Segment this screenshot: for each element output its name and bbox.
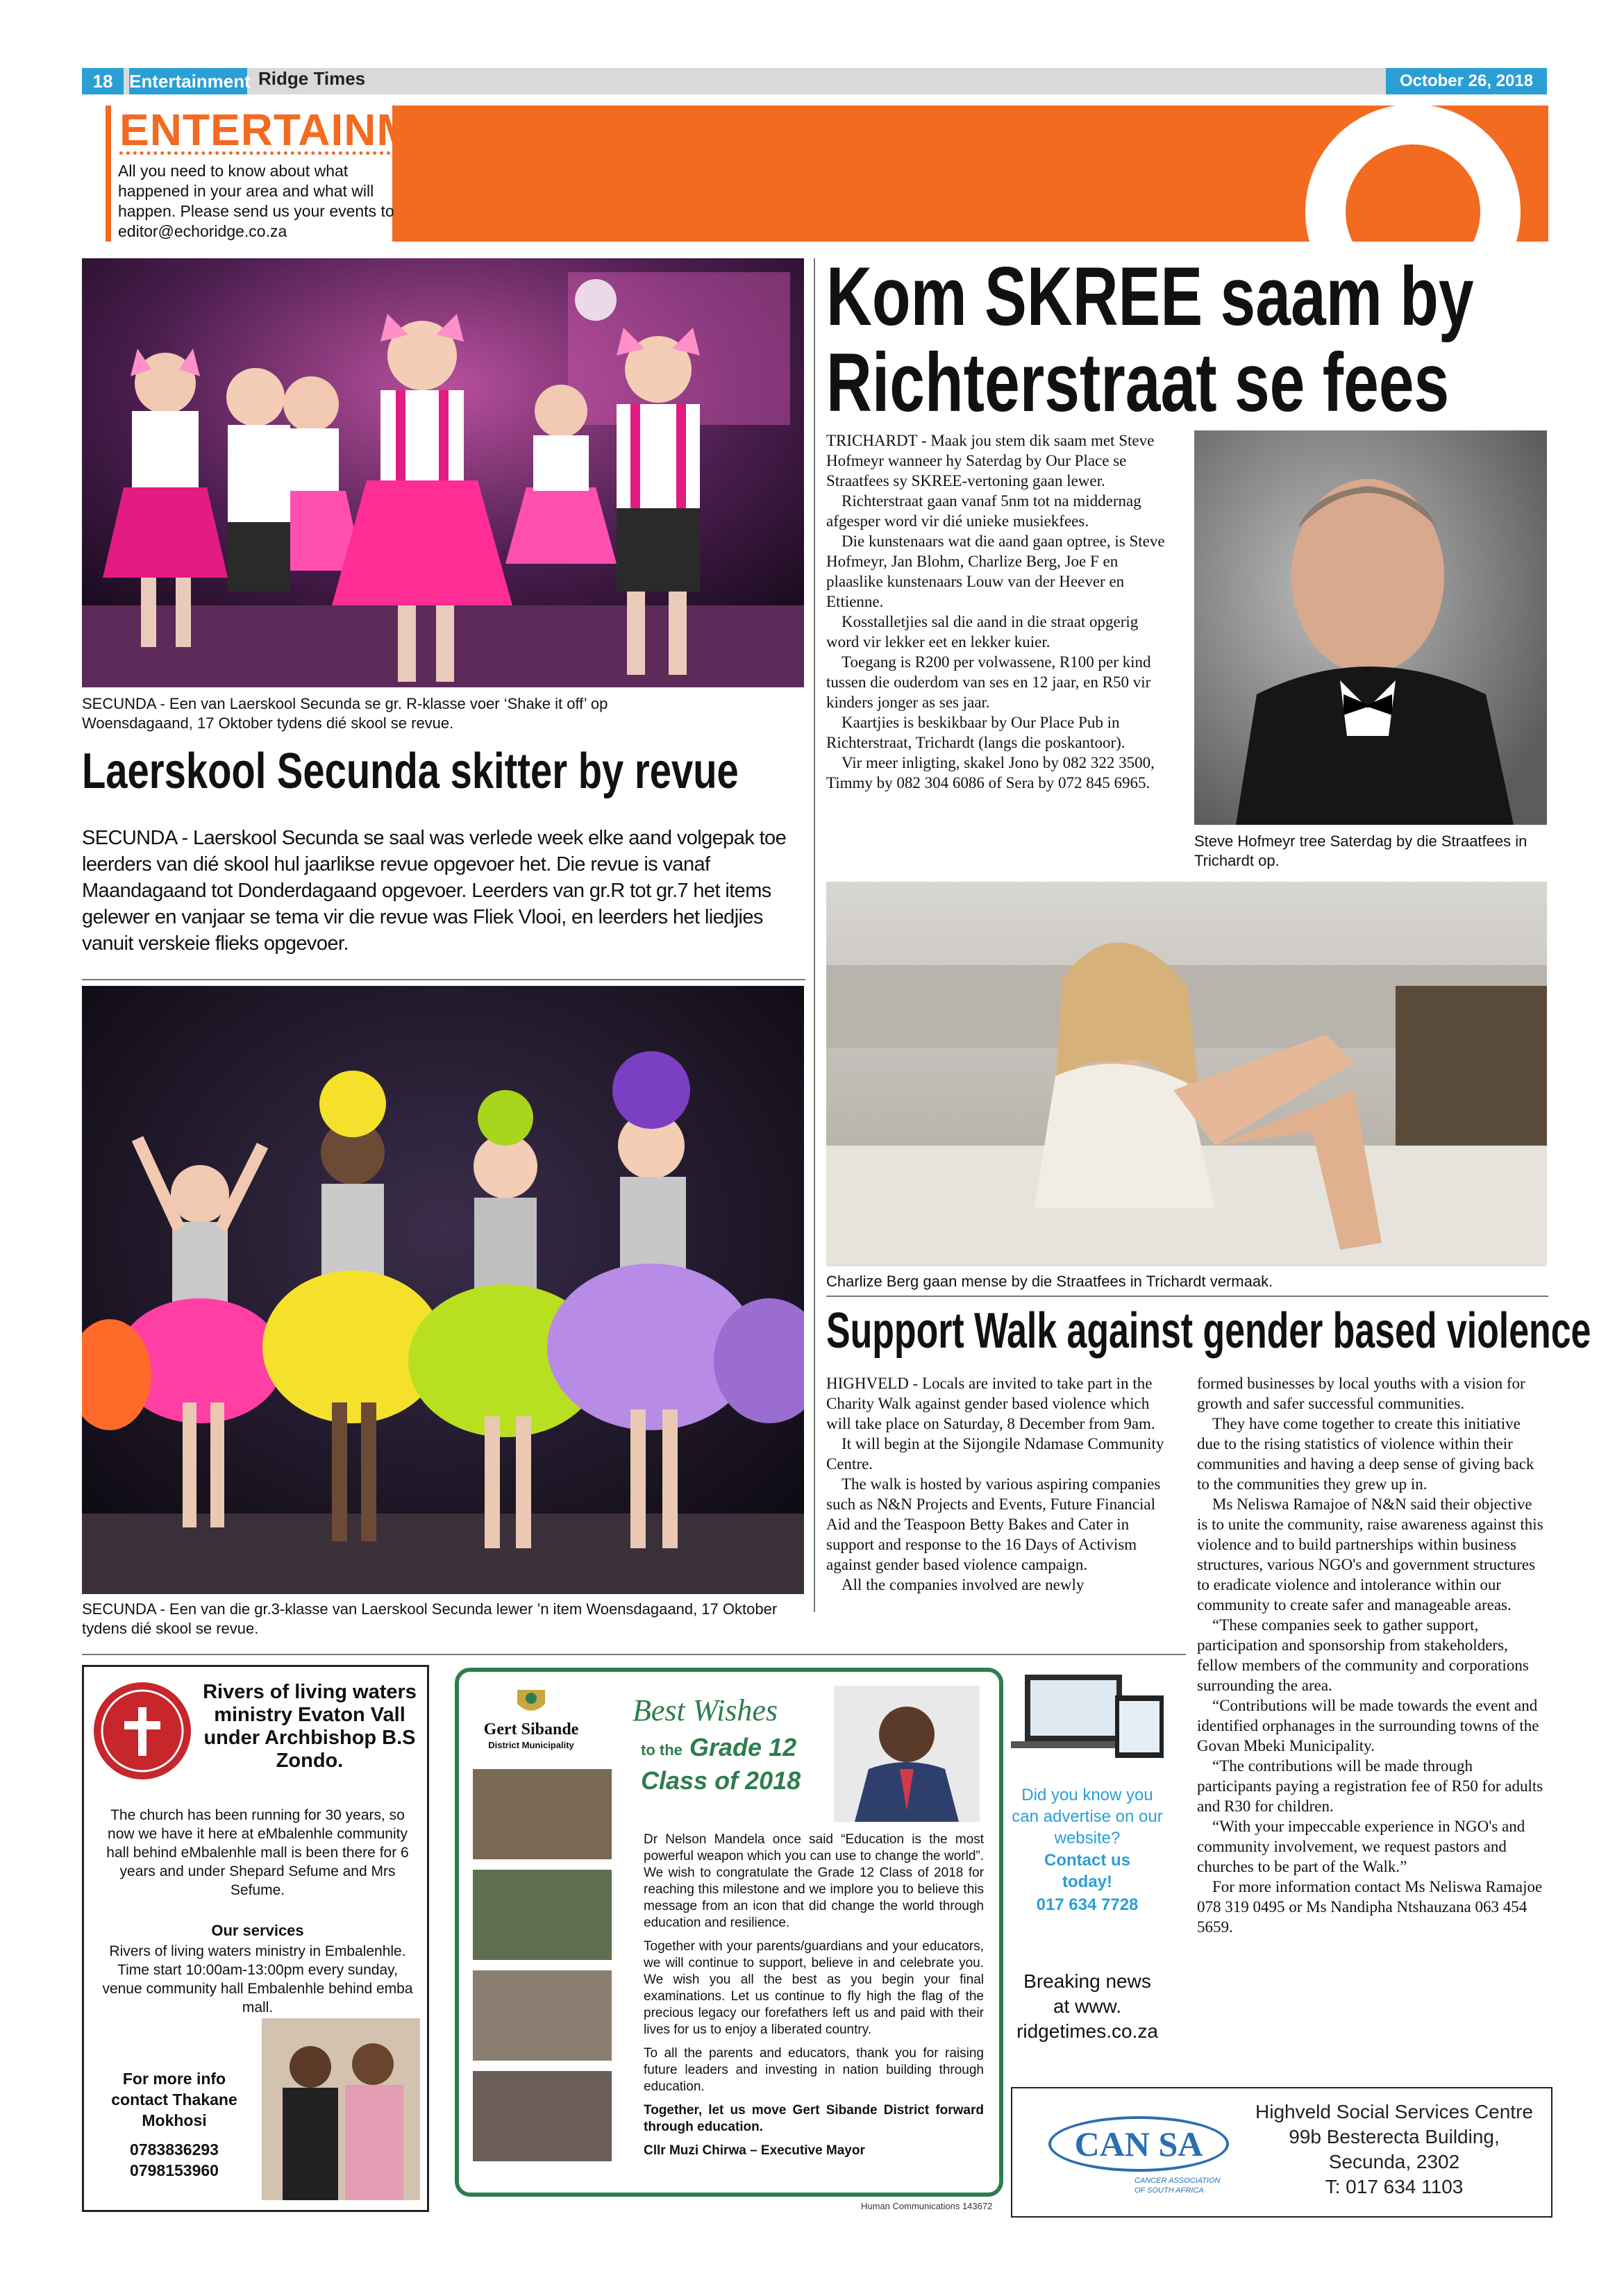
walk-col2 (1197, 1373, 1544, 1937)
revue-photo-grade-r (82, 258, 804, 687)
gert-paragraph: Together with your parents/guardians and your educators, we will continue to support, believe in and celebrate you. We wish you all the best as you begin your final examinations. Let us continue to fly high the flag of the precious legacy our forefathers left us and paid with their lives for us to enjoy a liberated country. (644, 1939, 984, 2037)
advertise-phone: 017 634 7728 (1036, 1895, 1139, 1914)
ministry-contact: For more info contact Thakane Mokhosi (111, 2070, 237, 2129)
devices-illustration (1011, 1668, 1164, 1772)
issue-date: October 26, 2018 (1386, 68, 1547, 94)
school-photos (473, 1769, 612, 2186)
walk-paragraph: They have come together to create this initiative due to the rising statistics of violence within their communities and having a deep sense of giving back to the communities they grew up in. (1197, 1415, 1534, 1493)
skree-paragraph: Die kunstenaars wat die aand gaan optree, is Steve Hofmeyr, Jan Blohm, Charlize Berg, Joe F en plaaslike kunstenaars Louw van der Heever en Ettienne. (826, 533, 1165, 610)
skree-paragraph: Kaartjies is beskikbaar by Our Place Pub in Richterstraat, Trichardt (langs die poskantoor). (826, 714, 1125, 751)
walk-headline: Support Walk against gender based violence (826, 1303, 1591, 1359)
walk-paragraph: For more information contact Ms Neliswa Ramajoe 078 319 0495 or Ms Nandipha Ntshauzana 063 454 5659. (1197, 1878, 1543, 1936)
ministry-text2: Rivers of living waters ministry in Embalenhle. Time start 10:00am-13:00pm every sunday, venue community hall Embalenhle behind emba mall. (102, 1943, 413, 2016)
revue-photo-grade-3 (82, 986, 804, 1594)
ministry-text1: The church has been running for 30 years, so now we have it here at eMbalenhle community hall behind eMbalenhle mall is been there for 6 years and under Shepard Sefume and Mrs Sefume. (106, 1807, 409, 1898)
walk-paragraph: The walk is hosted by various aspiring companies such as N&N Projects and Events, Future Financial Aid and the Teaspoon Betty Bakes and Cater in support and response to the 16 Days of Activism against gender based violence campaign. (826, 1475, 1161, 1573)
skree-paragraph: Kosstalletjies sal die aand in die straat opgerig word vir lekker eet en lekker kuier. (826, 613, 1139, 651)
revue-headline: Laerskool Secunda skitter by revue (82, 744, 739, 799)
cansa-line2: 99b Besterecta Building, (1289, 2126, 1500, 2147)
cansa-logo-text: CAN SA (1074, 2125, 1203, 2163)
revue-body: SECUNDA - Laerskool Secunda se saal was verlede week elke aand volgepak toe leerders van dié skool hul jaarlikse revue opgevoer het. Die revue is vanaf Maandagaand tot Donderdagaand opgevoer. Leerders van gr.R tot gr.7 het items gelewer en vanjaar se tema vir die revue was Fliek Vlooi, en leerders het liedjies vanuit verskeie flieks opgevoer. (82, 827, 787, 955)
walk-paragraph: “With your impeccable experience in NGO's and community involvement, we request pastors and churches to be part of the Walk.” (1197, 1818, 1525, 1875)
walk-paragraph: “Contributions will be made towards the event and identified orphanages in the surrounding towns of the Govan Mbeki Municipality. (1197, 1697, 1539, 1754)
gert-paragraph: Dr Nelson Mandela once said “Education is the most powerful weapon which you can use to change the world”. We wish to congratulate the Grade 12 Class of 2018 for reaching this milestone and we implore you to believe this message from an icon that did change the world through education and resilience. (644, 1832, 984, 1930)
gert-crest-icon (510, 1683, 552, 1718)
cansa-logo (1048, 2116, 1229, 2172)
walk-col1 (826, 1373, 1173, 1595)
walk-paragraph: Ms Neliswa Ramajoe of N&N said their objective is to unite the community, raise awareness against this violence and to build partnerships within business structures, various NGO's and government structures to eradicate violence and intolerance within our community to create safer and manageable areas. (1197, 1495, 1543, 1614)
walk-paragraph: formed businesses by local youths with a vision for growth and safer successful communities. (1197, 1375, 1525, 1412)
walk-paragraph: It will begin at the Sijongile Ndamase Community Centre. (826, 1435, 1164, 1473)
page-number: 18 (82, 68, 124, 94)
walk-paragraph: HIGHVELD - Locals are invited to take part in the Charity Walk against gender based violence which will take place on Saturday, 8 December from 9am. (826, 1375, 1155, 1432)
ministry-logo (94, 1682, 191, 1779)
gert-paragraph: To all the parents and educators, thank you for raising future leaders and investing in nation building through education. (644, 2046, 984, 2094)
walk-paragraph: “These companies seek to gather support, participation and sponsorship from stakeholders, fellow members of the community and corporations surrounding the area. (1197, 1616, 1529, 1694)
charlize-berg-photo (826, 882, 1547, 1266)
ministry-phone2: 0798153960 (130, 2161, 219, 2179)
gert-logo-name: Gert Sibande (483, 1720, 579, 1738)
section-tag: Entertainment (129, 68, 247, 94)
gert-signature: Cllr Muzi Chirwa – Executive Mayor (644, 2143, 865, 2158)
revue-photo1-caption: SECUNDA - Een van Laerskool Secunda se gr. R-klasse voer ‘Shake it off’ op Woensdagaand, 17 Oktober tydens dié skool se revue. (82, 695, 608, 732)
skree-paragraph: Vir meer inligting, skakel Jono by 082 322 3500, Timmy by 082 304 6086 of Sera by 072 845 6965. (826, 754, 1155, 791)
pastors-photo (262, 2018, 420, 2200)
steve-caption: Steve Hofmeyr tree Saterdag by die Straatfees in Trichardt op. (1194, 832, 1527, 869)
gert-paragraph: Together, let us move Gert Sibande District forward through education. (644, 2103, 984, 2134)
skree-headline-line1: Kom SKREE saam by (826, 250, 1474, 343)
mayor-photo (834, 1686, 980, 1822)
cansa-line4: T: 017 634 1103 (1325, 2176, 1464, 2197)
gert-text (644, 1832, 984, 2159)
rivers-ministry-ad (82, 1665, 429, 2212)
cansa-logo-sub: CANCER ASSOCIATION OF SOUTH AFRICA (1135, 2177, 1221, 2195)
skree-paragraph: Richterstraat gaan vanaf 5nm tot na middernag afgesper word vir dié unieke musiekfees. (826, 492, 1141, 530)
services-heading: Our services (211, 1922, 304, 1939)
skree-paragraph: TRICHARDT - Maak jou stem dik saam met Steve Hofmeyr wanneer hy Saterdag by Our Place se Straatfees sy SKREE-vertoning gaan lewer. (826, 432, 1155, 489)
cansa-line1: Highveld Social Services Centre (1255, 2101, 1533, 2122)
gert-logo-sub: District Municipality (488, 1740, 574, 1750)
banner-accent-bar (106, 106, 111, 242)
best-wishes: Best Wishes (633, 1693, 778, 1727)
title-dotted-rule (119, 151, 404, 155)
to-the: to the (641, 1741, 683, 1759)
ministry-title: Rivers of living waters ministry Evaton Vall under Archbishop B.S Zondo. (203, 1681, 417, 1772)
cansa-line3: Secunda, 2302 (1328, 2151, 1460, 2172)
steve-hofmeyr-photo (1194, 430, 1547, 825)
skree-headline-line2: Richterstraat se fees (826, 336, 1450, 429)
grade-12: Grade 12 (689, 1733, 797, 1761)
advertise-cta: Contact us today! (1044, 1851, 1130, 1891)
gert-sibande-ad (455, 1668, 1003, 2197)
ad-credit: Human Communications 143672 (861, 2201, 993, 2211)
revue-photo2-caption: SECUNDA - Een van die gr.3-klasse van Laerskool Secunda lewer ’n item Woensdagaand, 17 Oktober tydens dié skool se revue. (82, 1600, 778, 1637)
charlize-caption: Charlize Berg gaan mense by die Straatfees in Trichardt vermaak. (826, 1273, 1273, 1290)
advertise-question: Did you know you can advertise on our website? (1012, 1786, 1163, 1847)
ministry-phone1: 0783836293 (130, 2140, 219, 2159)
section-title: ENTERTAINMENT (119, 105, 505, 155)
breaking-news: Breaking news at www. ridgetimes.co.za (1016, 1970, 1158, 2042)
walk-paragraph: All the companies involved are newly (842, 1576, 1085, 1593)
class-of-2018: Class of 2018 (641, 1766, 801, 1795)
skree-body (826, 430, 1173, 793)
section-blurb: All you need to know about what happened in your area and what will happen. Please send us your events to editor@echoridge.co.za (118, 162, 394, 240)
skree-paragraph: Toegang is R200 per volwassene, R100 per kind tussen die ouderdom van ses en 12 jaar, en R50 vir kinders jonger as ses jaar. (826, 653, 1151, 711)
paper-name: Ridge Times (258, 68, 366, 89)
walk-paragraph: “The contributions will be made through participants paying a registration fee of R50 for adults and R30 for children. (1197, 1757, 1543, 1815)
cansa-ad (1011, 2087, 1552, 2218)
